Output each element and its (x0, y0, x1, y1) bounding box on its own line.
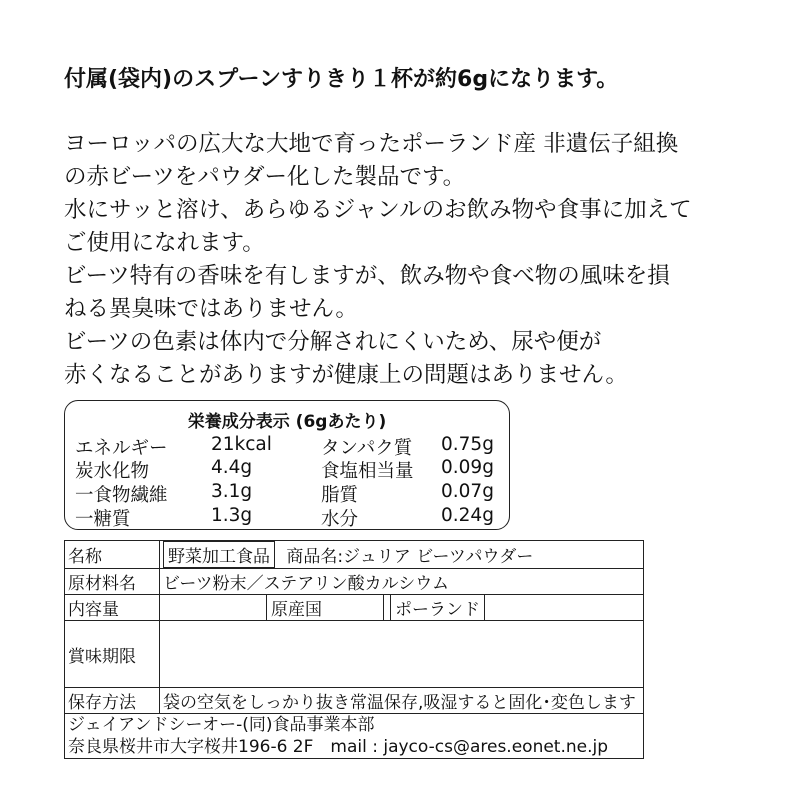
nutrient-label: 水分 (321, 509, 359, 530)
table-row (65, 714, 644, 759)
nutrient-label: 一食物繊維 (75, 485, 168, 506)
manufacturer-cell (65, 714, 644, 759)
description-line: 赤くなることがありますが健康上の問題はありません。 (64, 362, 628, 388)
description-line: ご使用になれます。 (64, 230, 265, 256)
table-row (65, 595, 644, 621)
nutrient-label: 脂質 (321, 485, 359, 506)
product-info-table (64, 540, 644, 759)
nutrient-value: 21kcal (211, 434, 272, 455)
ingredients-label: 原材料名 (65, 569, 160, 595)
nutrient-label: 炭水化物 (75, 461, 150, 482)
nutrient-value: 4.4g (211, 457, 253, 478)
product-description (64, 128, 754, 392)
description-line: の赤ビーツをパウダー化した製品です。 (64, 164, 466, 190)
origin-value: ポーランド (390, 595, 485, 620)
ingredients-value: ビーツ粉末／ステアリン酸カルシウム (160, 569, 644, 595)
company-name: ジェイアンドシーオー-(同)食品事業本部 (68, 715, 375, 735)
table-row (65, 688, 644, 714)
description-line: ねる異臭味ではありません。 (64, 296, 358, 322)
description-line: ヨーロッパの広大な大地で育ったポーランド産 非遺伝子組換 (64, 131, 679, 157)
nutrient-label: 一糖質 (75, 509, 131, 530)
contents-label: 内容量 (65, 595, 160, 621)
nutrition-facts-box (64, 400, 510, 530)
name-label: 名称 (65, 541, 160, 569)
nutrient-value: 0.09g (441, 457, 494, 478)
best-before-label: 賞味期限 (65, 621, 160, 688)
nutrient-label: エネルギー (75, 438, 168, 459)
description-line: ビーツ特有の香味を有しますが、飲み物や食べ物の風味を損 (64, 263, 670, 289)
storage-label: 保存方法 (65, 688, 160, 714)
table-row (65, 621, 644, 688)
nutrition-title: 栄養成分表示 (6gあたり) (187, 412, 387, 432)
contents-cell (160, 595, 644, 621)
nutrient-label: タンパク質 (321, 438, 413, 459)
nutrient-value: 3.1g (211, 481, 253, 502)
nutrient-value: 0.75g (441, 434, 494, 455)
origin-label: 原産国 (266, 595, 384, 620)
nutrient-value: 0.07g (441, 481, 494, 502)
description-line: 水にサッと溶け、あらゆるジャンルのお飲み物や食事に加えて (64, 197, 692, 223)
name-cell (160, 541, 644, 569)
company-address: 奈良県桜井市大字桜井196-6 2F mail : jayco-cs@ares.eonet.ne.jp (68, 737, 609, 757)
storage-value: 袋の空気をしっかり抜き常温保存,吸湿すると固化･変色します (160, 688, 644, 714)
nutrient-value: 1.3g (211, 505, 253, 526)
nutrient-label: 食塩相当量 (321, 461, 414, 482)
name-value: 野菜加工食品 (163, 541, 275, 568)
best-before-value (160, 621, 644, 688)
table-row (65, 569, 644, 595)
nutrient-value: 0.24g (441, 505, 494, 526)
spoon-note-headline: 付属(袋内)のスプーンすりきり１杯が約6gになります。 (64, 67, 619, 92)
product-name: 商品名:ジュリア ビーツパウダー (286, 547, 534, 567)
table-row (65, 541, 644, 569)
description-line: ビーツの色素は体内で分解されにくいため、尿や便が (64, 329, 602, 355)
